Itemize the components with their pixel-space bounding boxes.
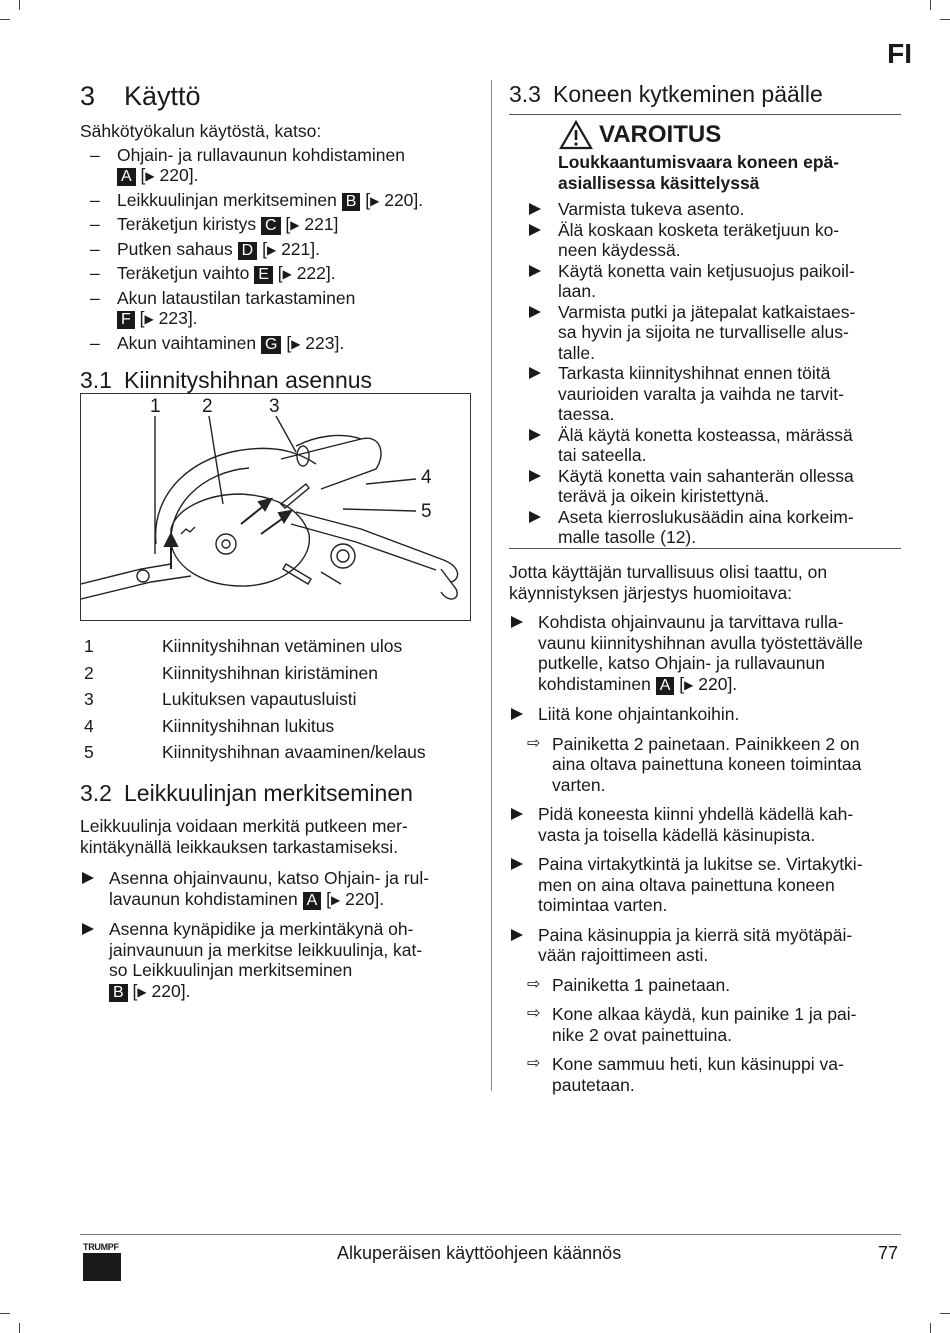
step-item: Kohdista ohjainvaunu ja tarvittava rulla- vaunu kiinnityshihnan avulla työstettävälle putkelle, katso Ohjain- ja rullavaunun kohdistaminen A [▶ 220]. (509, 612, 904, 695)
result-arrow-icon: ⇨ (527, 975, 541, 993)
result-item: ⇨ Painiketta 1 painetaan. (527, 974, 731, 995)
page-number: 77 (877, 1243, 898, 1263)
warning-top-rule (509, 114, 901, 115)
section-3-1-heading: 3.1 Kiinnityshihnan asennus (80, 367, 373, 393)
crop-mark (940, 19, 950, 20)
warning-item: Aseta kierroslukusäädin aina korkeim- malle tasolle (12). (509, 507, 904, 548)
legend-row: 3 Lukituksen vapautusluisti (84, 689, 357, 709)
strap-mechanism-drawing (81, 394, 470, 620)
section-3-3-heading: 3.3 Koneen kytkeminen päälle (509, 81, 823, 107)
result-item: ⇨ Painiketta 2 painetaan. Painikkeen 2 on aina oltava painettuna koneen toimintaa varten. (527, 733, 862, 795)
warning-item: Käytä konetta vain sahanterän ollessa terävä ja oikein kiristettynä. (509, 466, 904, 507)
crop-mark (0, 1313, 10, 1314)
result-arrow-icon: ⇨ (527, 734, 541, 752)
result-item: ⇨ Kone sammuu heti, kun käsinuppi va- pautetaan. (527, 1054, 844, 1095)
list-item[interactable]: – Ohjain- ja rullavaunun kohdistaminen A [▶ 220]. (80, 145, 475, 187)
section-3-intro: Sähkötyökalun käytöstä, katso: (80, 121, 322, 141)
callout-5: 5 (421, 501, 432, 522)
logo-block (83, 1253, 121, 1281)
warning-item: Varmista putki ja jätepalat katkaistaes- sa hyvin ja sijoita ne turvalliselle alus- talle. (509, 302, 904, 364)
legend-row: 4 Kiinnityshihnan lukitus (84, 715, 335, 736)
section-3-2-heading: 3.2 Leikkuulinjan merkitseminen (80, 780, 413, 806)
step-item: Paina virtakytkintä ja lukitse se. Virtakytki- men on aina oltava painettuna koneen toimintaa varten. (509, 854, 904, 916)
warning-item: Älä koskaan kosketa teräketjuun ko- neen käydessä. (509, 220, 904, 261)
marking-steps (80, 868, 475, 1002)
step-item: Pidä koneesta kiinni yhdellä kädellä kah- vasta ja toisella kädellä käsinupista. (509, 804, 904, 845)
warning-item: Tarkasta kiinnityshihnat ennen töitä vaurioiden varalta ja vaihda ne tarvit- taessa. (509, 363, 904, 425)
list-item[interactable]: – Akun lataustilan tarkastaminen F [▶ 223]. (80, 288, 475, 330)
footer-text: Alkuperäisen käyttöohjeen käännös (337, 1243, 622, 1263)
warning-triangle-icon (559, 120, 593, 150)
step-item: Asenna kynäpidike ja merkintäkynä oh- jainvaunuun ja merkitse leikkuulinja, kat- so Leikkuulinjan merkitseminen B [▶ 220]. (80, 919, 475, 1002)
crop-mark (940, 1313, 950, 1314)
crop-mark (19, 1323, 20, 1333)
language-badge: FI (887, 38, 912, 69)
warning-item: Älä käytä konetta kosteassa, märässä tai sateella. (509, 425, 904, 466)
list-item[interactable]: – Akun vaihtaminen G [▶ 223]. (80, 333, 475, 355)
warning-item: Varmista tukeva asento. (509, 199, 904, 220)
result-item: ⇨ Kone alkaa käydä, kun painike 1 ja pai- nike 2 ovat painettuina. (527, 1004, 857, 1045)
legend-row: 2 Kiinnityshihnan kiristäminen (84, 662, 378, 683)
result-arrow-icon: ⇨ (527, 1005, 541, 1022)
startup-procedure (509, 562, 904, 1104)
left-column (80, 80, 475, 394)
crop-mark (0, 19, 10, 20)
warning-bottom-rule (509, 548, 901, 549)
warning-title: VAROITUS (509, 120, 904, 150)
list-item[interactable]: – Leikkuulinjan merkitseminen B [▶ 220]. (80, 190, 475, 212)
legend-row: 5 Kiinnityshihnan avaaminen/kelaus (84, 742, 426, 762)
right-column (509, 80, 904, 108)
crop-mark (19, 0, 20, 10)
warning-list (509, 199, 904, 548)
usage-link-list (80, 145, 475, 355)
crop-mark (930, 0, 931, 10)
callout-1: 1 (150, 396, 161, 417)
step-item: Paina käsinuppia ja kierrä sitä myötäpäi- vään rajoittimeen asti. (509, 925, 904, 966)
logo-text: TRUMPF (83, 1242, 119, 1252)
warning-subtitle: Loukkaantumisvaara koneen epä- asiallisessa käsittelyssä (558, 152, 840, 193)
warning-item: Käytä konetta vain ketjusuojus paikoil- laan. (509, 261, 904, 302)
result-list-2 (509, 975, 904, 1096)
figure-legend (84, 636, 426, 769)
startup-intro: Jotta käyttäjän turvallisuus olisi taattu, on käynnistyksen järjestys huomioitava: (509, 562, 828, 603)
step-item: Liitä kone ohjaintankoihin. (509, 704, 904, 725)
footer-rule (80, 1234, 901, 1235)
step-item: Asenna ohjainvaunu, katso Ohjain- ja rul- lavaunun kohdistaminen A [▶ 220]. (80, 868, 475, 910)
trumpf-logo (83, 1242, 121, 1281)
section-3-heading: 3 Käyttö (80, 81, 201, 111)
startup-steps (509, 612, 904, 725)
legend-row: 1 Kiinnityshihnan vetäminen ulos (84, 636, 403, 656)
callout-3: 3 (269, 396, 280, 417)
column-divider (491, 80, 492, 1091)
section-3-2-intro: Leikkuulinja voidaan merkitä putkeen mer- kintäkynällä leikkauksen tarkastamiseksi. (80, 816, 408, 857)
warning-box (509, 120, 904, 548)
result-list (509, 734, 904, 796)
section-3-2 (80, 779, 475, 1011)
result-arrow-icon: ⇨ (527, 1055, 541, 1072)
startup-steps-2 (509, 804, 904, 966)
list-item[interactable]: – Putken sahaus D [▶ 221]. (80, 239, 475, 261)
callout-2: 2 (202, 396, 213, 417)
strap-mechanism-figure (80, 393, 471, 621)
callout-4: 4 (421, 467, 432, 488)
list-item[interactable]: – Teräketjun vaihto E [▶ 222]. (80, 263, 475, 285)
crop-mark (930, 1323, 931, 1333)
list-item[interactable]: – Teräketjun kiristys C [▶ 221] (80, 214, 475, 236)
